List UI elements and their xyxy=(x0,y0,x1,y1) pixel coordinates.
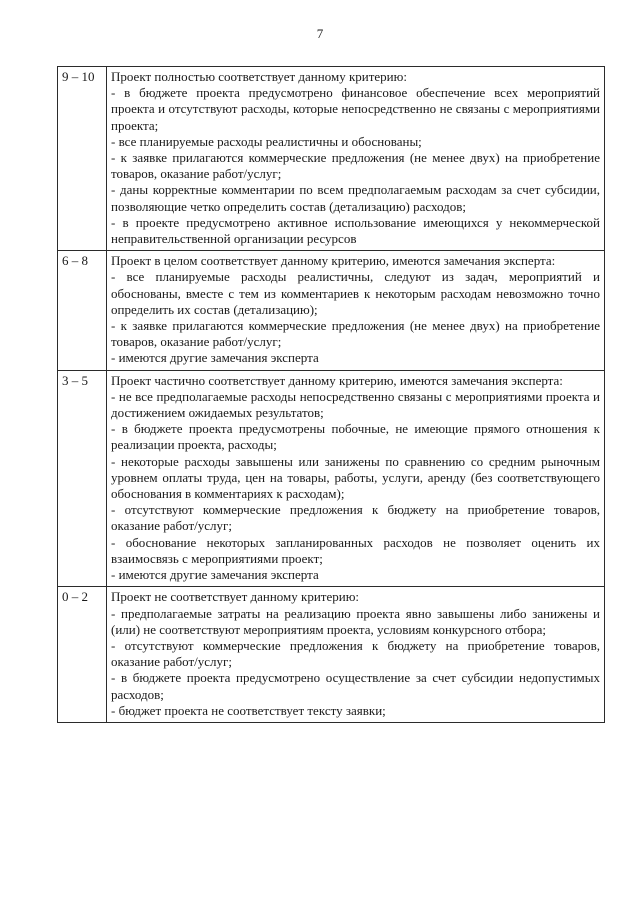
score-cell: 6 – 8 xyxy=(58,251,107,370)
list-item: - имеются другие замечания эксперта xyxy=(111,350,600,366)
list-item: - некоторые расходы завышены или занижены по сравнению со средним рыночным уровнем оплаты труда, цен на товары, работы, услуги, аренду (без соответствующего обоснования в комментариях к расходам); xyxy=(111,454,600,503)
list-item: - отсутствуют коммерческие предложения к бюджету на приобретение товаров, оказание работ/услуг; xyxy=(111,502,600,534)
list-item: - к заявке прилагаются коммерческие предложения (не менее двух) на приобретение товаров, оказание работ/услуг; xyxy=(111,318,600,350)
table-row xyxy=(58,370,605,587)
criterion-intro: Проект полностью соответствует данному критерию: xyxy=(111,69,407,84)
description-cell xyxy=(107,587,605,723)
criterion-intro: Проект не соответствует данному критерию: xyxy=(111,589,360,605)
description-cell xyxy=(107,251,605,370)
list-item: - предполагаемые затраты на реализацию проекта явно завышены либо занижены и (или) не соответствуют мероприятиям проекта, условиям конкурсного отбора; xyxy=(111,606,600,638)
list-item: - все планируемые расходы реалистичны и обоснованы; xyxy=(111,134,600,150)
list-item: - отсутствуют коммерческие предложения к бюджету на приобретение товаров, оказание работ/услуг; xyxy=(111,638,600,670)
description-cell xyxy=(107,370,605,587)
list-item: - в бюджете проекта предусмотрено осуществление за счет субсидии недопустимых расходов; xyxy=(111,670,600,702)
list-item: - не все предполагаемые расходы непосредственно связаны с мероприятиями проекта и достижением ожидаемых результатов; xyxy=(111,389,600,421)
list-item: - обоснование некоторых запланированных расходов не позволяет оценить их взаимосвязь с мероприятиями проект; xyxy=(111,535,600,567)
description-cell xyxy=(107,67,605,251)
list-item: - в бюджете проекта предусмотрены побочные, не имеющие прямого отношения к реализации проекта, расходы; xyxy=(111,421,600,453)
list-item: - в бюджете проекта предусмотрено финансовое обеспечение всех мероприятий проекта и отсутствуют расходы, которые непосредственно не связаны с мероприятиями проекта; xyxy=(111,85,600,134)
list-item: - даны корректные комментарии по всем предполагаемым расходам за счет субсидии, позволяющие четко определить состав (детализацию) расходов; xyxy=(111,182,600,214)
criteria-table xyxy=(57,66,605,723)
criterion-intro: Проект частично соответствует данному критерию, имеются замечания эксперта: xyxy=(111,372,563,388)
list-item: - все планируемые расходы реалистичны, следуют из задач, мероприятий и обоснованы, вместе с тем из комментариев к некоторым расходам невозможно точно определить их состав (детализацию); xyxy=(111,269,600,318)
criterion-intro: Проект в целом соответствует данному критерию, имеются замечания эксперта: xyxy=(111,253,556,269)
score-cell: 0 – 2 xyxy=(58,587,107,723)
list-item: - бюджет проекта не соответствует тексту заявки; xyxy=(111,703,600,719)
list-item: - к заявке прилагаются коммерческие предложения (не менее двух) на приобретение товаров, оказание работ/услуг; xyxy=(111,150,600,182)
list-item: - имеются другие замечания эксперта xyxy=(111,567,600,583)
page-number: 7 xyxy=(316,26,324,41)
score-cell: 9 – 10 xyxy=(58,67,107,251)
table-row xyxy=(58,587,605,723)
score-cell: 3 – 5 xyxy=(58,370,107,587)
table-row xyxy=(58,67,605,251)
table-row xyxy=(58,251,605,370)
list-item: - в проекте предусмотрено активное использование имеющихся у некоммерческой неправительственной организации ресурсов xyxy=(111,215,600,247)
